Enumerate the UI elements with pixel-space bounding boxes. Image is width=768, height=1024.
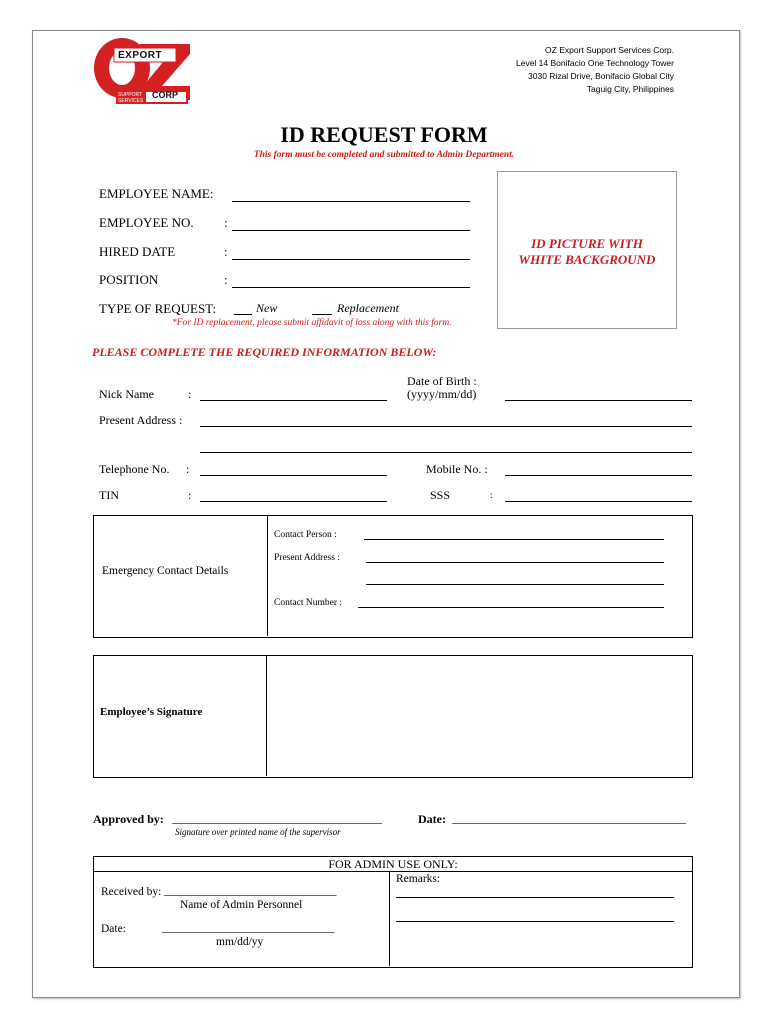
admin-date-label: Date: — [101, 923, 126, 935]
admin-date-field[interactable]: ______________________________ — [162, 922, 335, 934]
company-address-line3: Taguig City, Philippines — [586, 84, 674, 94]
dob-label: Date of Birth : — [407, 374, 477, 388]
logo-corp-text: CORP — [152, 90, 179, 100]
remarks-field-1[interactable] — [396, 897, 674, 898]
approval-date-label: Date: — [418, 812, 446, 826]
nick-name-colon: : — [188, 387, 192, 401]
type-of-request-label: TYPE OF REQUEST: — [99, 301, 217, 316]
replacement-option-label: Replacement — [337, 301, 399, 315]
tin-field[interactable] — [200, 501, 387, 502]
admin-personnel-caption: Name of Admin Personnel — [180, 899, 303, 911]
employee-signature-label: Employee’s Signature — [100, 706, 203, 718]
admin-date-format-caption: mm/dd/yy — [216, 936, 264, 948]
id-photo-instructions: ID PICTURE WITH WHITE BACKGROUND — [518, 236, 656, 267]
telephone-colon: : — [186, 462, 190, 476]
emergency-address-field-2[interactable] — [366, 584, 664, 585]
emergency-address-field-1[interactable] — [366, 562, 664, 563]
company-logo — [92, 34, 196, 108]
remarks-field-2[interactable] — [396, 921, 674, 922]
nick-name-field[interactable] — [200, 400, 387, 401]
oz-logo-icon — [92, 34, 196, 108]
position-colon: : — [224, 272, 228, 287]
contact-number-field[interactable] — [358, 607, 664, 608]
approved-by-label: Approved by: — [93, 812, 164, 826]
employee-no-field[interactable] — [232, 230, 470, 231]
company-address — [516, 44, 674, 96]
hired-date-field[interactable] — [232, 259, 470, 260]
employee-no-colon: : — [224, 215, 228, 230]
contact-number-label: Contact Number : — [274, 598, 343, 608]
tin-colon: : — [188, 488, 192, 502]
mobile-label: Mobile No. : — [426, 462, 488, 476]
mobile-field[interactable] — [505, 475, 692, 476]
dob-field[interactable] — [505, 400, 692, 401]
received-by-field[interactable]: ______________________________ — [164, 885, 337, 897]
company-name: OZ Export Support Services Corp. — [545, 45, 674, 55]
telephone-label: Telephone No. — [99, 462, 170, 476]
replacement-note: *For ID replacement, please submit affidavit of loss along with this form. — [172, 318, 452, 328]
received-by-label: Received by: — [101, 886, 162, 898]
sss-label: SSS — [430, 488, 451, 502]
approval-date-field[interactable]: _______________________________________ — [452, 811, 686, 825]
new-option-blank[interactable] — [234, 314, 252, 315]
admin-use-heading: FOR ADMIN USE ONLY: — [328, 857, 458, 871]
employee-name-field[interactable] — [232, 201, 470, 202]
logo-small-text: SUPPORT SERVICES — [118, 92, 144, 104]
emergency-address-label: Present Address : — [274, 553, 340, 563]
employee-name-label: EMPLOYEE NAME: — [99, 186, 214, 201]
company-address-line1: Level 14 Bonifacio One Technology Tower — [516, 58, 674, 68]
hired-date-label: HIRED DATE — [99, 244, 176, 259]
position-label: POSITION — [99, 272, 159, 287]
signature-area[interactable] — [268, 657, 690, 775]
telephone-field[interactable] — [200, 475, 387, 476]
hired-date-colon: : — [224, 244, 228, 259]
new-option-label: New — [256, 301, 278, 315]
logo-export-text: EXPORT — [118, 50, 163, 61]
signature-divider — [266, 656, 267, 776]
admin-divider — [389, 872, 390, 966]
position-field[interactable] — [232, 287, 470, 288]
supervisor-signature-caption: Signature over printed name of the supervisor — [175, 827, 341, 837]
form-subtitle: This form must be completed and submitted to Admin Department. — [253, 150, 515, 160]
present-address-label: Present Address : — [99, 413, 183, 427]
sss-field[interactable] — [505, 501, 692, 502]
contact-person-label: Contact Person : — [274, 530, 337, 540]
id-photo-box[interactable] — [497, 171, 677, 329]
replacement-option-blank[interactable] — [312, 314, 332, 315]
sss-colon: : — [490, 490, 493, 500]
approved-by-field[interactable]: ___________________________________ — [172, 811, 382, 825]
nick-name-label: Nick Name — [99, 387, 154, 401]
company-address-line2: 3030 Rizal Drive, Bonifacio Global City — [528, 71, 674, 81]
emergency-divider — [267, 516, 268, 636]
form-title: ID REQUEST FORM — [280, 122, 488, 147]
contact-person-field[interactable] — [364, 539, 664, 540]
dob-format-label: (yyyy/mm/dd) — [407, 387, 477, 401]
tin-label: TIN — [99, 488, 119, 502]
present-address-field-2[interactable] — [200, 452, 692, 453]
required-info-heading: PLEASE COMPLETE THE REQUIRED INFORMATION BELOW: — [92, 345, 437, 359]
remarks-label: Remarks: — [396, 873, 441, 885]
employee-no-label: EMPLOYEE NO. — [99, 215, 194, 230]
emergency-contact-heading: Emergency Contact Details — [102, 565, 229, 577]
admin-use-box — [93, 856, 693, 968]
present-address-field-1[interactable] — [200, 426, 692, 427]
